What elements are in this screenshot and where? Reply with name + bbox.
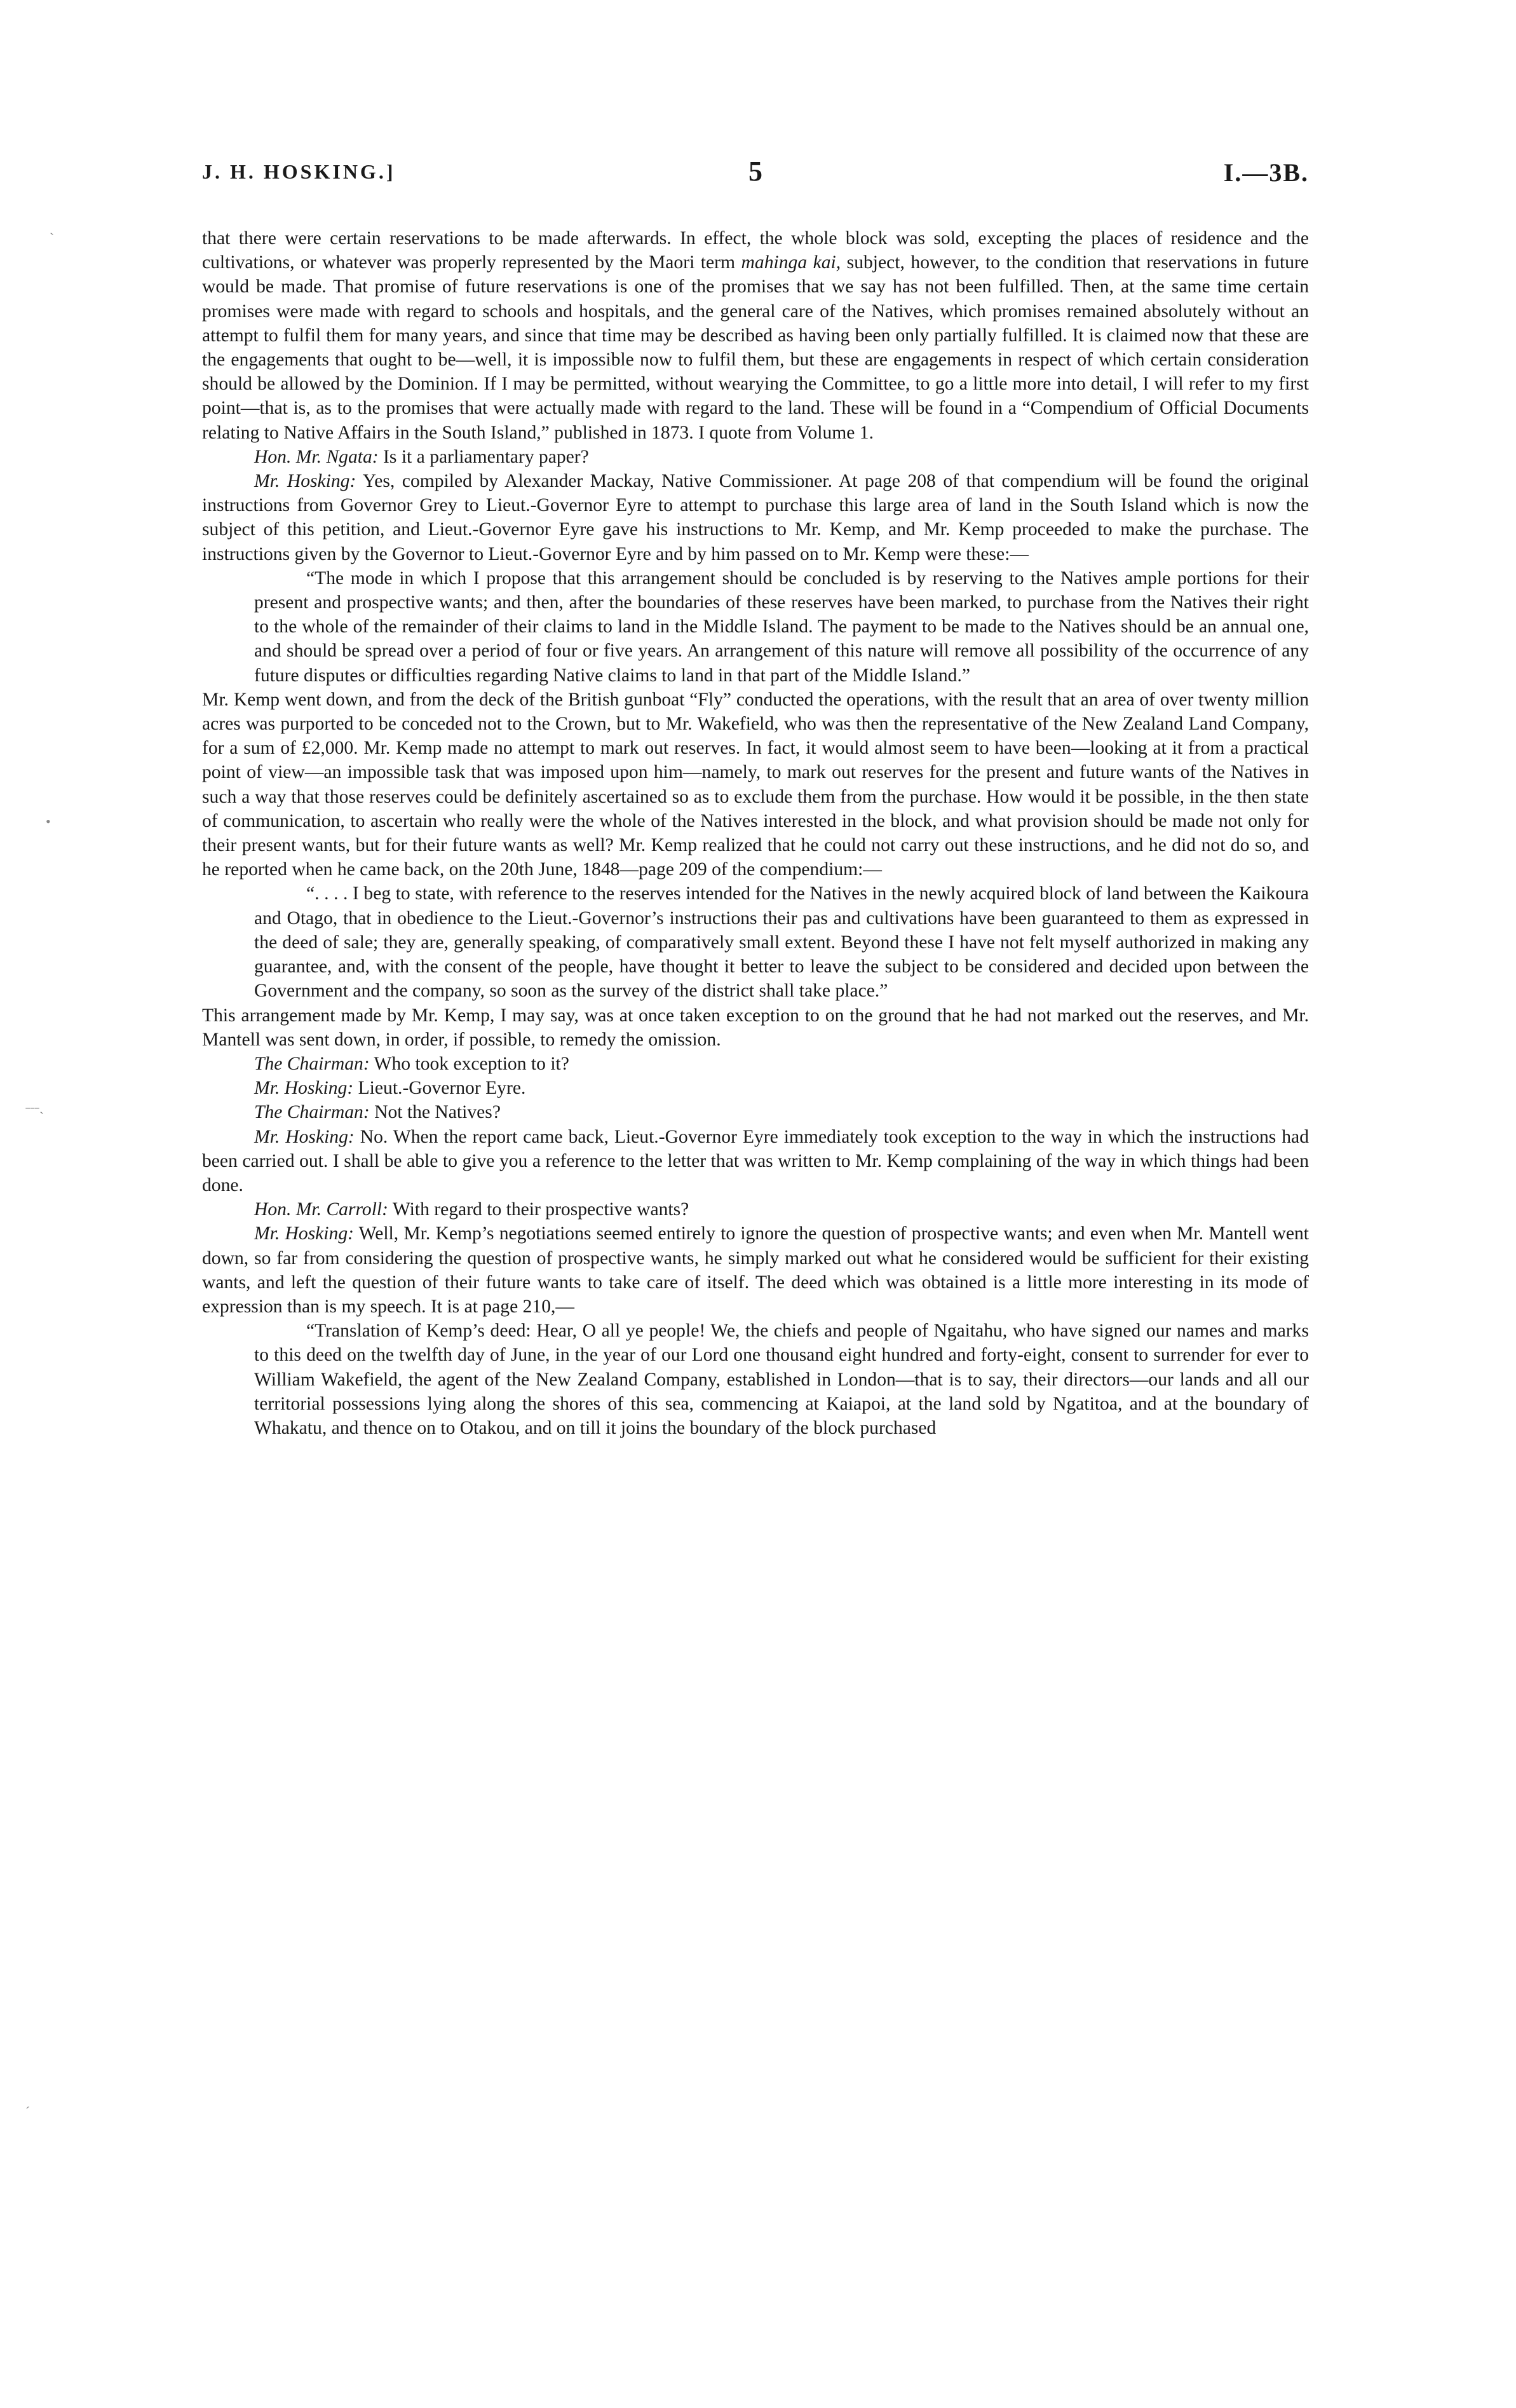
emphasis-text: mahinga kai, (741, 252, 841, 273)
block-quote (254, 566, 1309, 688)
paragraph (202, 1076, 1309, 1100)
paragraph (202, 1125, 1309, 1198)
paragraph (202, 445, 1309, 469)
header-witness-name: J. H. HOSKING.] (202, 160, 396, 183)
text-run: that there were certain reservations to be made afterwards. In effect, the whole block was sold, excepting the places of residence and the cultivations, or whatever was properly represented by the Maori term (202, 228, 1309, 273)
paragraph (202, 1052, 1309, 1076)
text-run: Lieut.-Governor Eyre. (353, 1078, 526, 1099)
text-run: subject, however, to the condition that reservations in future would be made. That promise of future reservations is one of the promises that we say has not been fulfilled. Then, at the same time certain promises were made with regard to schools and hospitals, and the general care of the Natives, which promises remained absolutely without an attempt to fulfil them for many years, and since that time may be described as having been only partially fulfilled. It is claimed now that these are the engagements that ought to be—well, it is impossible now to fulfil them, but these are engagements in respect of which certain consideration should be allowed by the Dominion. If I may be permitted, without wearying the Committee, to go a little more into detail, I will refer to my first point—that is, as to the promises that were actually made with regard to the land. These will be found in a “Compendium of Official Documents relating to Native Affairs in the South Island,” published in 1873. I quote from Volume 1. (202, 252, 1310, 443)
body-text (202, 226, 1309, 1440)
block-quote (254, 881, 1309, 1003)
page-header (202, 156, 1309, 198)
text-run: No. When the report came back, Lieut.-Governor Eyre immediately took exception to the way in which the instructions had been carried out. I shall be able to give you a reference to the letter that was written to Mr. Kemp complaining of the way in which things had been done. (202, 1126, 1309, 1195)
text-run: Yes, compiled by Alexander Mackay, Native Commissioner. At page 208 of that compendium will be found the original instructions from Governor Grey to Lieut.-Governor Eyre to attempt to purchase this large area of land in the South Island which is now the subject of this petition, and Lieut.-Governor Eyre gave his instructions to Mr. Kemp, and Mr. Kemp proceeded to make the purchase. The instructions given by the Governor to Lieut.-Governor Eyre and by him passed on to Mr. Kemp were these:— (202, 471, 1310, 564)
paragraph (202, 226, 1309, 445)
text-run: “The mode in which I propose that this arrangement should be concluded is by reserving to the Natives ample portions for their present and prospective wants; and then, after the boundaries of these reserves have been marked, to purchase from the Natives their right to the whole of the remainder of their claims to land in the Middle Island. The payment to be made to the Natives should be an annual one, and should be spread over a period of four or five years. An arrangement of this nature will remove all possibility of the occurrence of any future disputes or difficulties regarding Native claims to land in that part of the Middle Island.” (254, 568, 1309, 686)
paragraph (202, 1221, 1309, 1319)
paragraph (202, 1003, 1309, 1052)
speaker-name: Mr. Hosking: (254, 1126, 355, 1147)
speaker-name: Mr. Hosking: (254, 471, 356, 492)
margin-mark: ˊ (25, 2104, 30, 2119)
paragraph (202, 1197, 1309, 1221)
text-run: Well, Mr. Kemp’s negotiations seemed entirely to ignore the question of prospective wants; and even when Mr. Mantell went down, so far from considering the question of prospective wants, he simply marked out what he considered would be sufficient for their existing wants, and left the question of their future wants to take care of itself. The deed which was obtained is a little more interesting in its mode of expression than is my speech. It is at page 210,— (202, 1223, 1310, 1317)
speaker-name: Mr. Hosking: (254, 1078, 354, 1099)
block-quote (254, 1319, 1309, 1440)
text-run: Is it a parliamentary paper? (378, 446, 589, 467)
margin-mark: ˗˗˗ˎ (25, 1098, 44, 1114)
margin-mark: ˏ (50, 219, 55, 235)
paragraph (202, 469, 1309, 566)
paper-reference: I.—3B. (1223, 158, 1309, 187)
speaker-name: Hon. Mr. Ngata: (254, 446, 379, 467)
text-run: “. . . . I beg to state, with reference to the reserves intended for the Natives in the newly acquired block of land between the Kaikoura and Otago, that in obedience to the Lieut.-Governor’s instructions their pas and cultivations have been guaranteed to them as expressed in the deed of sale; they are, generally speaking, of comparatively small extent. Beyond these I have not felt myself authorized in making any guarantee, and, with the consent of the people, have thought it better to leave the subject to be considered and decided upon between the Government and the company, so soon as the survey of the district shall take place.” (254, 883, 1309, 1002)
text-run: Not the Natives? (369, 1102, 501, 1123)
paragraph (202, 688, 1309, 882)
text-run: Mr. Kemp went down, and from the deck of the British gunboat “Fly” conducted the operations, with the result that an area of over twenty million acres was purported to be conceded not to the Crown, but to Mr. Wakefield, who was then the representative of the New Zealand Land Company, for a sum of £2,000. Mr. Kemp made no attempt to mark out reserves. In fact, it would almost seem to have been—looking at it from a practical point of view—an impossible task that was imposed upon him—namely, to mark out reserves for the present and future wants of the Natives in such a way that those reserves could be definitely ascertained so as to exclude them from the purchase. How would it be possible, in the then state of communication, to ascertain who really were the whole of the Natives interested in the block, and what provision should be made not only for their present wants, but for their future wants as well? Mr. Kemp realized that he could not carry out these instructions, and he did not do so, and he reported when he came back, on the 20th June, 1848—page 209 of the compendium:— (202, 689, 1309, 880)
page-number: 5 (748, 156, 762, 187)
text-run: “Translation of Kemp’s deed: Hear, O all ye people! We, the chiefs and people of Ngaitahu, who have signed our names and marks to this deed on the twelfth day of June, in the year of our Lord one thousand eight hundred and forty-eight, consent to surrender for ever to William Wakefield, the agent of the New Zealand Company, established in London—that is to say, their directors—our lands and all our territorial possessions lying along the shores of this sea, commencing at Kaiapoi, at the land sold by Ngatitoa, and at the boundary of Whakatu, and thence on to Otakou, and on till it joins the boundary of the block purchased (254, 1321, 1309, 1438)
speaker-name: The Chairman: (254, 1053, 370, 1074)
speaker-name: Mr. Hosking: (254, 1223, 354, 1244)
text-run: With regard to their prospective wants? (388, 1199, 689, 1220)
text-run: This arrangement made by Mr. Kemp, I may say, was at once taken exception to on the ground that he had not marked out the reserves, and Mr. Mantell was sent down, in order, if possible, to remedy the omission. (202, 1005, 1309, 1050)
margin-mark: • (46, 813, 51, 829)
speaker-name: The Chairman: (254, 1102, 370, 1123)
speaker-name: Hon. Mr. Carroll: (254, 1199, 389, 1220)
paragraph (202, 1100, 1309, 1124)
text-run: Who took exception to it? (369, 1053, 569, 1074)
